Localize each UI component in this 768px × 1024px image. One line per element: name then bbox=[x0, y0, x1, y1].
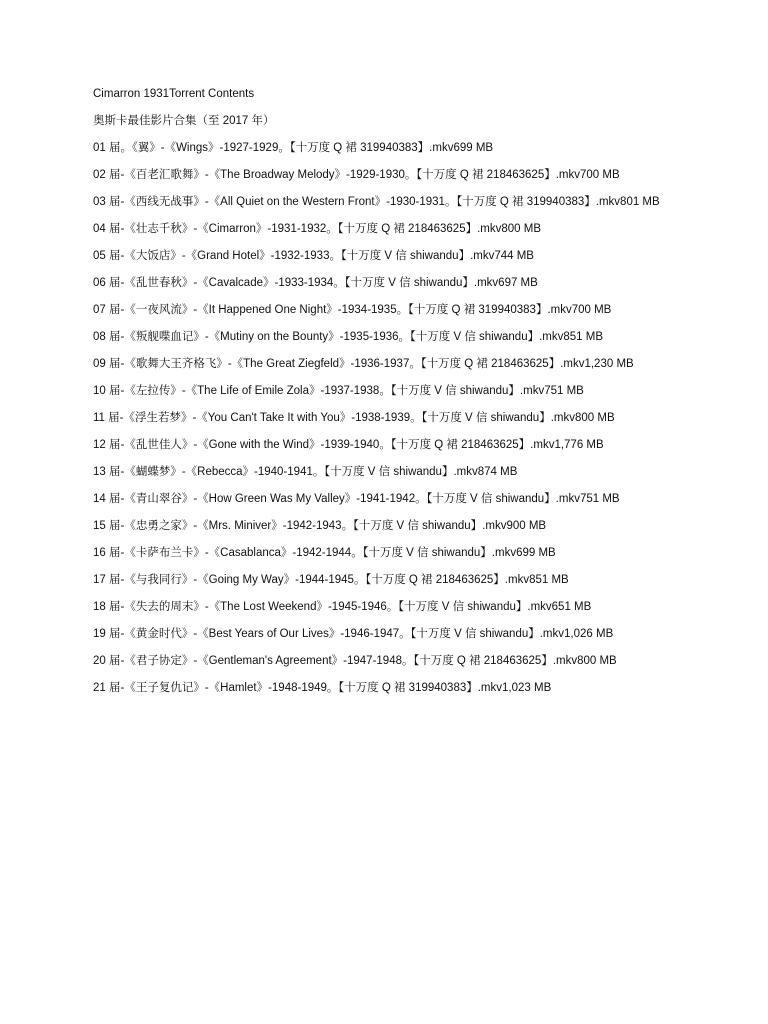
list-item: 21 届-《王子复仇记》-《Hamlet》-1948-1949。【十万度 Q 裙 319940383】.mkv1,023 MB bbox=[93, 682, 552, 694]
list-item: 19 届-《黄金时代》-《Best Years of Our Lives》-1946-1947。【十万度 V 信 shiwandu】.mkv1,026 MB bbox=[93, 628, 614, 640]
list-item: 03 届-《西线无战事》-《All Quiet on the Western Front》-1930-1931。【十万度 Q 裙 319940383】.mkv801 MB bbox=[93, 196, 660, 208]
list-item: 04 届-《壮志千秋》-《Cimarron》-1931-1932。【十万度 Q 裙 218463625】.mkv800 MB bbox=[93, 223, 542, 235]
list-item: 14 届-《青山翠谷》-《How Green Was My Valley》-1941-1942。【十万度 V 信 shiwandu】.mkv751 MB bbox=[93, 493, 620, 505]
list-item: 05 届-《大饭店》-《Grand Hotel》-1932-1933。【十万度 V 信 shiwandu】.mkv744 MB bbox=[93, 250, 534, 262]
list-item: 02 届-《百老汇歌舞》-《The Broadway Melody》-1929-1930。【十万度 Q 裙 218463625】.mkv700 MB bbox=[93, 169, 620, 181]
document-title: Cimarron 1931Torrent Contents bbox=[93, 88, 255, 100]
list-item: 09 届-《歌舞大王齐格飞》-《The Great Ziegfeld》-1936-1937。【十万度 Q 裙 218463625】.mkv1,230 MB bbox=[93, 358, 634, 370]
document-subtitle: 奥斯卡最佳影片合集（至 2017 年） bbox=[93, 115, 275, 127]
list-item: 15 届-《忠勇之家》-《Mrs. Miniver》-1942-1943。【十万度 V 信 shiwandu】.mkv900 MB bbox=[93, 520, 547, 532]
list-item: 06 届-《乱世春秋》-《Cavalcade》-1933-1934。【十万度 V 信 shiwandu】.mkv697 MB bbox=[93, 277, 538, 289]
list-item: 20 届-《君子协定》-《Gentleman's Agreement》-1947-1948。【十万度 Q 裙 218463625】.mkv800 MB bbox=[93, 655, 617, 667]
list-item: 17 届-《与我同行》-《Going My Way》-1944-1945。【十万度 Q 裙 218463625】.mkv851 MB bbox=[93, 574, 569, 586]
document-page bbox=[93, 86, 683, 707]
list-item: 18 届-《失去的周末》-《The Lost Weekend》-1945-1946。【十万度 V 信 shiwandu】.mkv651 MB bbox=[93, 601, 592, 613]
list-item: 13 届-《蝴蝶梦》-《Rebecca》-1940-1941。【十万度 V 信 shiwandu】.mkv874 MB bbox=[93, 466, 518, 478]
list-item: 10 届-《左拉传》-《The Life of Emile Zola》-1937-1938。【十万度 V 信 shiwandu】.mkv751 MB bbox=[93, 385, 584, 397]
list-item: 12 届-《乱世佳人》-《Gone with the Wind》-1939-1940。【十万度 Q 裙 218463625】.mkv1,776 MB bbox=[93, 439, 604, 451]
list-item: 01 届。《翼》-《Wings》-1927-1929。【十万度 Q 裙 319940383】.mkv699 MB bbox=[93, 142, 494, 154]
list-item: 07 届-《一夜风流》-《It Happened One Night》-1934-1935。【十万度 Q 裙 319940383】.mkv700 MB bbox=[93, 304, 612, 316]
list-item: 11 届-《浮生若梦》-《You Can't Take It with You》-1938-1939。【十万度 V 信 shiwandu】.mkv800 MB bbox=[93, 412, 615, 424]
list-item: 08 届-《叛舰喋血记》-《Mutiny on the Bounty》-1935-1936。【十万度 V 信 shiwandu】.mkv851 MB bbox=[93, 331, 604, 343]
list-item: 16 届-《卡萨布兰卡》-《Casablanca》-1942-1944。【十万度 V 信 shiwandu】.mkv699 MB bbox=[93, 547, 556, 559]
